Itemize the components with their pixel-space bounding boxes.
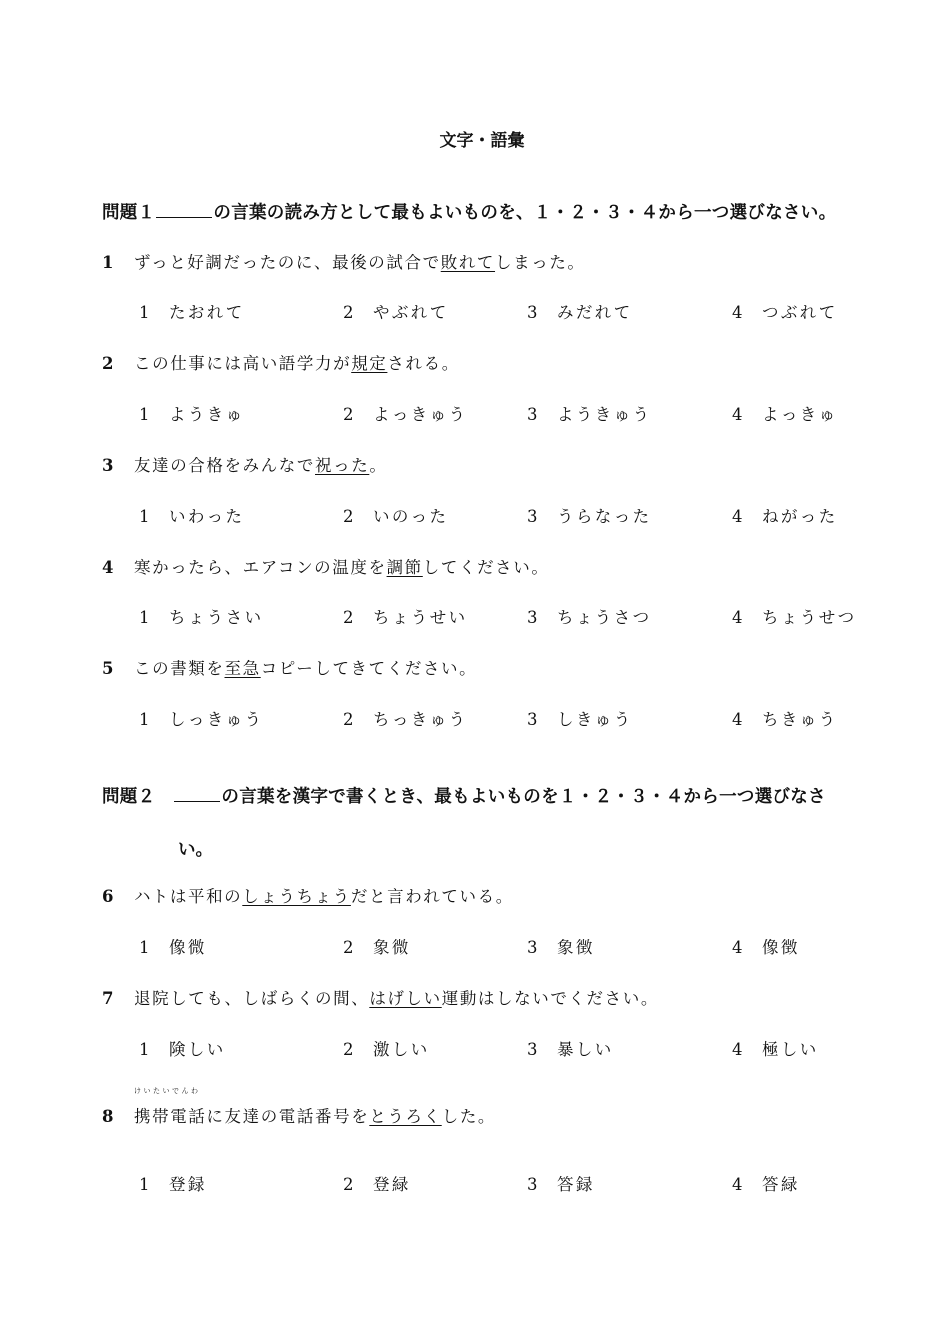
question-underlined-word: 祝った [315, 456, 370, 475]
option-number: 1 [139, 1175, 150, 1194]
question-number: 7 [102, 989, 114, 1008]
blank-line [156, 203, 212, 218]
answer-option[interactable] [527, 503, 652, 527]
answer-option[interactable] [343, 604, 468, 628]
option-number: 2 [343, 938, 354, 957]
option-number: 2 [343, 507, 354, 526]
question-text-before: ずっと好調だったのに、最後の試合で [134, 253, 441, 272]
question-number: 8 [102, 1107, 114, 1126]
option-number: 4 [732, 1040, 743, 1059]
question-underlined-word: 至急 [224, 659, 261, 678]
answer-option[interactable] [343, 706, 468, 730]
section-1-instruction: の言葉の読み方として最もよいものを、１・２・３・４から一つ選びなさい。 [213, 203, 837, 223]
section-2-heading [102, 783, 826, 808]
answer-option[interactable] [527, 604, 652, 628]
question-text-before: 友達の合格をみんなで [134, 456, 315, 475]
question-3-options [0, 503, 950, 527]
question-number: 6 [102, 887, 114, 906]
question-underlined-word: 規定 [351, 354, 388, 373]
question-underlined-word: とうろく [369, 1107, 442, 1126]
option-text: 象微 [373, 938, 411, 957]
section-2-instruction: の言葉を漢字で書くとき、最もよいものを１・２・３・４から一つ選びなさ [221, 787, 826, 807]
option-number: 4 [732, 1175, 743, 1194]
question-number: 3 [102, 456, 114, 475]
option-number: 1 [139, 405, 150, 424]
option-text: ちょうせつ [762, 608, 857, 627]
option-text: 像微 [169, 938, 207, 957]
option-number: 2 [343, 405, 354, 424]
ruby-word [134, 1087, 207, 1127]
option-number: 3 [527, 1040, 538, 1059]
answer-option[interactable] [139, 1036, 226, 1060]
option-text: つぶれて [762, 303, 838, 322]
question-text-before: この書類を [134, 659, 225, 678]
option-text: うらなった [557, 507, 652, 526]
question-5 [102, 655, 477, 679]
question-text-before: この仕事には高い語学力が [134, 354, 352, 373]
answer-option[interactable] [732, 1171, 800, 1195]
answer-option[interactable] [527, 1036, 614, 1060]
question-4-options [0, 604, 950, 628]
option-text: 象徴 [557, 938, 595, 957]
option-number: 4 [732, 507, 743, 526]
option-text: たおれて [169, 303, 245, 322]
question-text-after: 運動はしないでください。 [441, 989, 659, 1008]
question-text-before: に友達の電話番号を [206, 1107, 370, 1126]
question-8 [102, 1087, 497, 1127]
question-7 [102, 985, 659, 1009]
option-text: ようきゅう [557, 405, 652, 424]
option-number: 3 [527, 507, 538, 526]
section-2-prefix: 問題２ [102, 787, 156, 807]
option-text: しきゅう [557, 710, 633, 729]
question-number: 4 [102, 558, 114, 577]
option-number: 1 [139, 710, 150, 729]
option-text: ちょうさつ [557, 608, 652, 627]
answer-option[interactable] [527, 934, 595, 958]
question-5-options [0, 706, 950, 730]
question-6 [102, 883, 514, 907]
answer-option[interactable] [343, 1036, 430, 1060]
question-underlined-word: はげしい [369, 989, 442, 1008]
question-text-after: コピーしてきてください。 [260, 659, 478, 678]
question-8-options [0, 1171, 950, 1195]
answer-option[interactable] [139, 503, 244, 527]
answer-option[interactable] [527, 706, 633, 730]
option-number: 4 [732, 405, 743, 424]
question-text-after: した。 [441, 1107, 497, 1126]
option-number: 1 [139, 303, 150, 322]
section-1-prefix: 問題１ [102, 203, 156, 223]
question-1-options [0, 299, 950, 323]
question-underlined-word: しょうちょう [242, 887, 351, 906]
option-text: いのった [373, 507, 449, 526]
question-7-options [0, 1036, 950, 1060]
option-number: 2 [343, 608, 354, 627]
option-text: よっきゅう [373, 405, 468, 424]
option-number: 3 [527, 938, 538, 957]
question-number: 1 [102, 253, 114, 272]
option-number: 3 [527, 405, 538, 424]
option-text: ちきゅう [762, 710, 838, 729]
answer-option[interactable] [732, 706, 838, 730]
option-text: ちょうさい [169, 608, 264, 627]
option-text: 登録 [169, 1175, 207, 1194]
question-6-options [0, 934, 950, 958]
option-text: ちっきゅう [373, 710, 468, 729]
answer-option[interactable] [139, 401, 245, 425]
option-text: 答録 [557, 1175, 595, 1194]
option-text: しっきゅう [169, 710, 264, 729]
question-underlined-word: 調節 [386, 558, 423, 577]
answer-option[interactable] [343, 503, 448, 527]
answer-option[interactable] [732, 934, 800, 958]
question-2-options [0, 401, 950, 425]
blank-line [174, 787, 220, 802]
option-number: 4 [732, 710, 743, 729]
answer-option[interactable] [343, 934, 411, 958]
furigana: けいたいでんわ [134, 1087, 201, 1095]
question-text-after: だと言われている。 [350, 887, 514, 906]
answer-option[interactable] [527, 299, 633, 323]
option-text: よっきゅ [762, 405, 838, 424]
option-text: ちょうせい [373, 608, 468, 627]
answer-option[interactable] [139, 604, 264, 628]
option-number: 3 [527, 1175, 538, 1194]
option-text: ようきゅ [169, 405, 245, 424]
question-text-after: しまった。 [495, 253, 586, 272]
option-number: 2 [343, 303, 354, 322]
question-text-before: 寒かったら、エアコンの温度を [134, 558, 387, 577]
answer-option[interactable] [732, 503, 838, 527]
page-title: 文字・語彙 [439, 131, 525, 151]
option-number: 2 [343, 710, 354, 729]
question-number: 5 [102, 659, 114, 678]
option-text: 像徴 [762, 938, 800, 957]
option-text: 答緑 [762, 1175, 800, 1194]
question-3 [102, 452, 387, 476]
option-number: 1 [139, 938, 150, 957]
answer-option[interactable] [732, 1036, 819, 1060]
option-number: 2 [343, 1175, 354, 1194]
option-text: みだれて [557, 303, 633, 322]
question-text-before: ハトは平和の [134, 887, 243, 906]
option-text: 登緑 [373, 1175, 411, 1194]
option-number: 4 [732, 938, 743, 957]
option-number: 4 [732, 608, 743, 627]
option-number: 3 [527, 303, 538, 322]
answer-option[interactable] [139, 934, 207, 958]
answer-option[interactable] [343, 401, 468, 425]
section-1-heading [102, 199, 836, 224]
option-number: 1 [139, 507, 150, 526]
question-text-after: 。 [369, 456, 388, 475]
section-2-heading-continuation: い。 [178, 840, 213, 860]
option-text: ねがった [762, 507, 838, 526]
answer-option[interactable] [732, 299, 838, 323]
answer-option[interactable] [732, 604, 857, 628]
option-text: 極しい [762, 1040, 819, 1059]
option-number: 1 [139, 1040, 150, 1059]
question-text-before: 退院しても、しばらくの間、 [134, 989, 370, 1008]
question-4 [102, 554, 549, 578]
option-text: 激しい [373, 1040, 430, 1059]
option-text: やぶれて [373, 303, 449, 322]
answer-option[interactable] [527, 1171, 595, 1195]
question-underlined-word: 敗れて [440, 253, 496, 272]
ruby-base: 携帯電話 [134, 1107, 207, 1126]
option-text: 暴しい [557, 1040, 614, 1059]
option-number: 3 [527, 710, 538, 729]
answer-option[interactable] [343, 299, 449, 323]
option-number: 4 [732, 303, 743, 322]
option-text: 険しい [169, 1040, 226, 1059]
answer-option[interactable] [343, 1171, 411, 1195]
option-number: 1 [139, 608, 150, 627]
question-number: 2 [102, 354, 114, 373]
option-number: 3 [527, 608, 538, 627]
question-text-after: してください。 [422, 558, 550, 577]
question-1 [102, 249, 586, 273]
option-number: 2 [343, 1040, 354, 1059]
answer-option[interactable] [139, 1171, 207, 1195]
answer-option[interactable] [139, 706, 264, 730]
answer-option[interactable] [139, 299, 245, 323]
answer-option[interactable] [732, 401, 838, 425]
question-2 [102, 350, 460, 374]
answer-option[interactable] [527, 401, 652, 425]
option-text: いわった [169, 507, 245, 526]
question-text-after: される。 [387, 354, 460, 373]
